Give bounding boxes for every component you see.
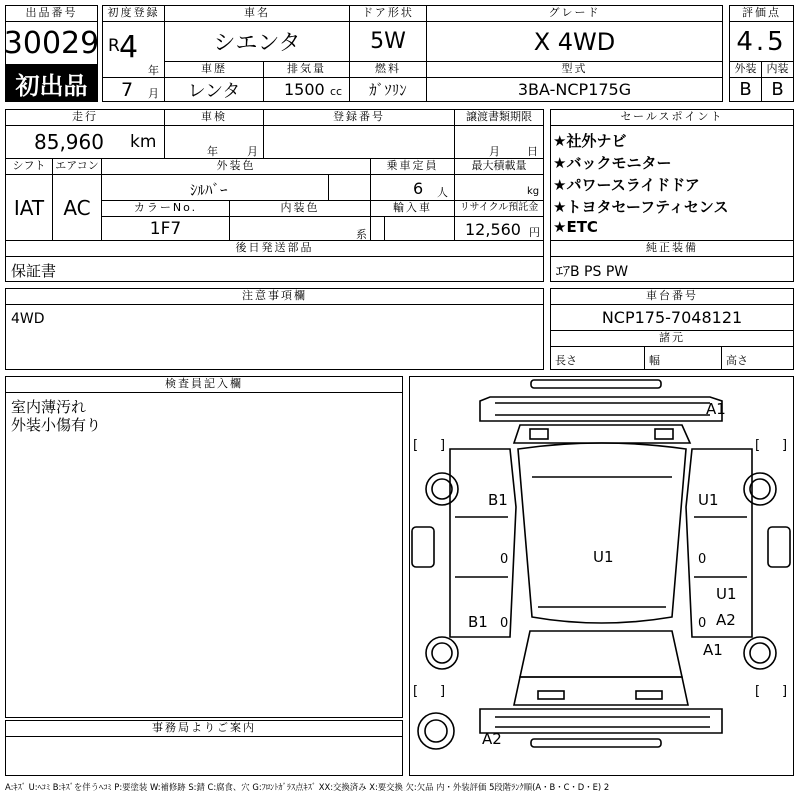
shipping-parts-value: 保証書 bbox=[11, 262, 57, 280]
reg-month: 7 bbox=[121, 79, 134, 101]
recycle-unit: 円 bbox=[529, 226, 540, 239]
damage-legend: A:ｷｽﾞ U:ﾍｺﾐ B:ｷｽﾞを伴うﾍｺﾐ P:要塗装 W:補修跡 S:錆 C:腐食、穴 G:ﾌﾛﾝﾄｶﾞﾗｽ点ｷｽﾞ XX:交換済み X:要交換 欠:欠品 内・外装評価 5段階ﾗﾝｸ順(A・B・C・D・E) 2 bbox=[5, 782, 610, 792]
damage-mark-u1-right-front: U1 bbox=[698, 491, 719, 509]
specs-label: 諸元 bbox=[550, 330, 794, 347]
width-box bbox=[644, 346, 722, 370]
chassis-number-label: 車台番号 bbox=[550, 288, 794, 305]
sales-point-3: ★パワースライドドア bbox=[553, 176, 700, 194]
transfer-deadline-label: 譲渡書類期限 bbox=[454, 109, 544, 126]
displacement-label: 排気量 bbox=[263, 61, 350, 78]
damage-mark-a1-front: A1 bbox=[706, 400, 726, 418]
inspector-note-2: 外装小傷有り bbox=[11, 416, 102, 434]
interior-color-label: 内装色 bbox=[229, 200, 371, 217]
interior-score-label: 内装 bbox=[761, 61, 794, 78]
reg-month-unit: 月 bbox=[148, 87, 159, 100]
sales-points-box bbox=[550, 125, 794, 241]
exterior-color-divider bbox=[328, 175, 329, 200]
sales-point-5: ★ETC bbox=[553, 218, 598, 236]
damage-mark-b1-left-rear: B1 bbox=[468, 613, 488, 631]
mileage-label: 走行 bbox=[5, 109, 165, 126]
model-code: 3BA-NCP175G bbox=[426, 77, 723, 102]
shipping-parts-label: 後日発送部品 bbox=[5, 240, 544, 257]
damage-mark-a2-right-rear: A2 bbox=[716, 611, 736, 629]
svg-text:[: [ bbox=[413, 438, 419, 453]
damage-mark-a1-right-rear: A1 bbox=[703, 641, 723, 659]
history: レンタ bbox=[164, 77, 264, 102]
door-type: 5W bbox=[349, 21, 427, 62]
svg-text:[: [ bbox=[755, 684, 761, 699]
inspector-notes-label: 検査員記入欄 bbox=[5, 376, 403, 393]
svg-text:]: ] bbox=[440, 438, 446, 453]
inspection-month-unit: 月 bbox=[247, 145, 258, 158]
factory-equipment-label: 純正装備 bbox=[550, 240, 794, 257]
caution-box bbox=[5, 304, 544, 370]
shift: IAT bbox=[5, 174, 53, 241]
factory-equipment-box bbox=[550, 256, 794, 282]
interior-color-unit: 系 bbox=[356, 228, 367, 241]
transfer-day-unit: 日 bbox=[527, 145, 538, 158]
caution-value: 4WD bbox=[11, 311, 45, 327]
color-number: 1F7 bbox=[101, 216, 230, 241]
recycle-label: リサイクル預託金 bbox=[454, 200, 544, 217]
inspector-notes-box bbox=[5, 392, 403, 718]
reg-era: R bbox=[108, 36, 120, 56]
first-registration-month-box bbox=[102, 77, 165, 102]
svg-text:]: ] bbox=[782, 438, 788, 453]
mileage: 85,960 bbox=[34, 130, 104, 154]
exterior-color: ｼﾙﾊﾞｰ bbox=[190, 181, 228, 199]
aircon: AC bbox=[52, 174, 102, 241]
svg-text:]: ] bbox=[440, 684, 446, 699]
damage-mark-a2-rear: A2 bbox=[482, 730, 502, 748]
lot-number: 30029 bbox=[5, 21, 98, 65]
factory-equipment-value: ｴｱB PS PW bbox=[556, 264, 629, 280]
model-code-label: 型式 bbox=[426, 61, 723, 78]
reg-year-unit: 年 bbox=[148, 64, 159, 77]
caution-label: 注意事項欄 bbox=[5, 288, 544, 305]
recycle-fee: 12,560 bbox=[465, 220, 521, 239]
import-box bbox=[370, 216, 455, 241]
grade: X 4WD bbox=[426, 21, 723, 62]
import-label: 輸入車 bbox=[370, 200, 455, 217]
capacity-unit: 人 bbox=[437, 186, 448, 199]
capacity-box bbox=[370, 174, 455, 201]
max-load-unit: kg bbox=[527, 186, 540, 197]
max-load-box bbox=[454, 174, 544, 201]
max-load-label: 最大積載量 bbox=[454, 158, 544, 175]
fuel: ｶﾞｿﾘﾝ bbox=[349, 77, 427, 102]
fuel-label: 燃料 bbox=[349, 61, 427, 78]
exterior-color-box bbox=[101, 174, 371, 201]
interior-color-box bbox=[229, 216, 371, 241]
svg-text:]: ] bbox=[782, 684, 788, 699]
damage-mark-b1-left-front: B1 bbox=[488, 491, 508, 509]
svg-text:[: [ bbox=[413, 684, 419, 699]
shipping-parts-box bbox=[5, 256, 544, 282]
score-label: 評価点 bbox=[729, 5, 794, 22]
first-listing-badge: 初出品 bbox=[5, 64, 98, 102]
lot-number-label: 出品番号 bbox=[5, 5, 98, 22]
capacity-label: 乗車定員 bbox=[370, 158, 455, 175]
svg-text:0: 0 bbox=[500, 616, 509, 631]
import-divider bbox=[384, 217, 385, 240]
door-type-label: ドア形状 bbox=[349, 5, 427, 22]
plate-number-box bbox=[263, 125, 455, 159]
displacement: 1500 bbox=[284, 80, 325, 99]
damage-diagram bbox=[409, 376, 794, 776]
height-label: 高さ bbox=[726, 354, 748, 367]
color-number-label: カラーNo. bbox=[101, 200, 230, 217]
interior-score: B bbox=[761, 77, 794, 102]
exterior-score-label: 外装 bbox=[729, 61, 762, 78]
inspection-box bbox=[164, 125, 264, 159]
capacity: 6 bbox=[413, 179, 424, 198]
damage-mark-u1-roof: U1 bbox=[593, 548, 614, 566]
displacement-unit: cc bbox=[330, 85, 343, 98]
inspection-label: 車検 bbox=[164, 109, 264, 126]
shift-label: シフト bbox=[5, 158, 53, 175]
history-label: 車歴 bbox=[164, 61, 264, 78]
sales-point-4: ★トヨタセーフティセンス bbox=[553, 198, 729, 216]
exterior-color-label: 外装色 bbox=[101, 158, 371, 175]
length-box bbox=[550, 346, 645, 370]
overall-score: 4.5 bbox=[729, 21, 794, 62]
sales-point-1: ★社外ナビ bbox=[553, 132, 627, 150]
plate-number-label: 登録番号 bbox=[263, 109, 455, 126]
svg-text:0: 0 bbox=[500, 552, 509, 567]
first-registration-year-box bbox=[102, 21, 165, 78]
car-name: シエンタ bbox=[164, 21, 350, 62]
inspector-note-1: 室内薄汚れ bbox=[11, 398, 87, 416]
reg-year: 4 bbox=[119, 30, 139, 65]
inspection-year-unit: 年 bbox=[207, 145, 218, 158]
exterior-score: B bbox=[729, 77, 762, 102]
office-notice-label: 事務局よりご案内 bbox=[5, 720, 403, 737]
damage-mark-u1-right-rear: U1 bbox=[716, 585, 737, 603]
aircon-label: エアコン bbox=[52, 158, 102, 175]
svg-text:0: 0 bbox=[698, 616, 707, 631]
grade-label: グレード bbox=[426, 5, 723, 22]
transfer-deadline-box bbox=[454, 125, 544, 159]
svg-text:[: [ bbox=[755, 438, 761, 453]
sales-points-label: セールスポイント bbox=[550, 109, 794, 126]
mileage-unit: km bbox=[130, 132, 157, 152]
car-outline-diagram bbox=[410, 377, 793, 775]
car-name-label: 車名 bbox=[164, 5, 350, 22]
width-label: 幅 bbox=[649, 354, 660, 367]
recycle-box bbox=[454, 216, 544, 241]
transfer-month-unit: 月 bbox=[489, 145, 500, 158]
chassis-number: NCP175-7048121 bbox=[550, 304, 794, 331]
sales-point-2: ★バックモニター bbox=[553, 154, 672, 172]
displacement-box bbox=[263, 77, 350, 102]
first-registration-label: 初度登録 bbox=[102, 5, 165, 22]
mileage-box bbox=[5, 125, 165, 159]
office-notice-box bbox=[5, 736, 403, 776]
length-label: 長さ bbox=[555, 354, 577, 367]
height-box bbox=[721, 346, 794, 370]
svg-text:0: 0 bbox=[698, 552, 707, 567]
